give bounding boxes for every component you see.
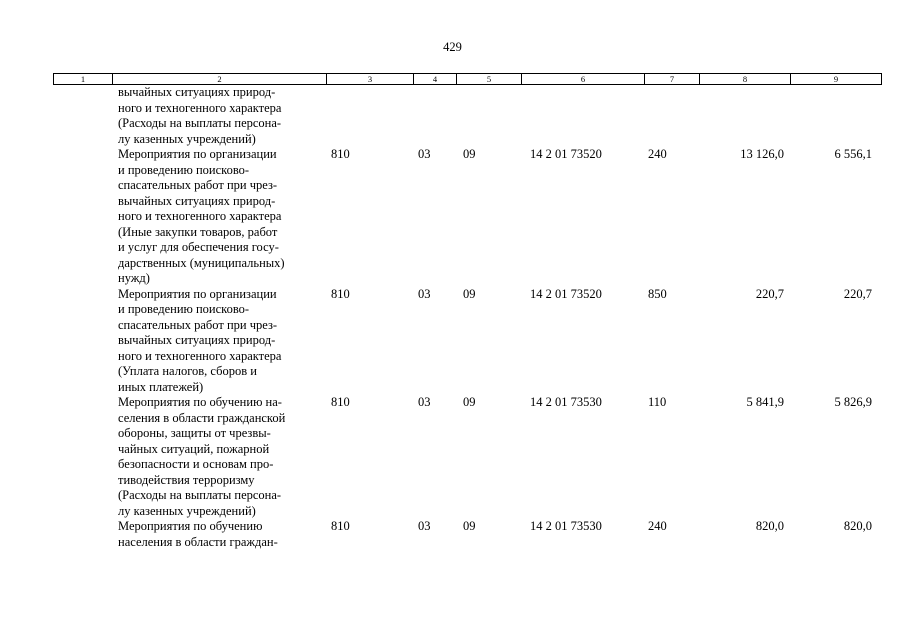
description-cell [118,395,326,519]
table-row [0,85,905,147]
description-line: (Расходы на выплаты персона- [118,488,282,502]
amount-col-8-cell: 820,0 [755,519,784,533]
expense-type-cell: 850 [648,286,667,301]
header-col-1: 1 [54,74,113,85]
description-line: дарственных (муниципальных) [118,255,285,270]
description-line: селения в области гражданской [118,410,286,425]
description-line: вычайных ситуациях природ- [118,193,276,208]
target-article-cell: 14 2 01 73530 [530,395,602,409]
description-cell [118,85,326,147]
expense-type-cell: 110 [648,395,667,409]
table-body [0,85,905,550]
table-row [0,395,905,519]
description-line: (Расходы на выплаты персона- [118,116,282,130]
description-line: спасательных работ при чрез- [118,317,278,332]
admin-code-cell: 810 [331,395,350,409]
description-line: и проведению поисково- [118,162,250,177]
description-line: вычайных ситуациях природ- [118,333,276,347]
table-row [0,287,905,396]
description-cell [118,287,326,396]
header-col-6: 6 [522,74,645,85]
table-row [0,147,905,287]
description-line: вычайных ситуациях природ- [118,85,276,99]
description-line: ного и техногенного характера [118,100,282,115]
section-cell: 03 [418,147,431,161]
subsection-cell: 09 [463,147,476,161]
description-line: обороны, защиты от чрезвы- [118,426,271,440]
description-line: Мероприятия по организации [118,147,277,161]
header-col-9: 9 [791,74,882,85]
subsection-cell: 09 [463,519,476,533]
description-line: лу казенных учреждений) [118,131,256,146]
amount-col-9-cell: 5 826,9 [834,395,872,409]
description-line: нужд) [118,271,150,285]
description-line: населения в области граждан- [118,534,278,549]
section-cell: 03 [418,395,431,409]
table-header [53,73,882,85]
description-line: и услуг для обеспечения госу- [118,240,279,254]
table-row [0,519,905,550]
header-col-4: 4 [414,74,457,85]
description-line: и проведению поисково- [118,302,250,316]
subsection-cell: 09 [463,286,476,301]
description-line: чайных ситуаций, пожарной [118,441,270,456]
target-article-cell: 14 2 01 73520 [530,286,602,301]
description-line: Мероприятия по обучению [118,519,263,533]
target-article-cell: 14 2 01 73530 [530,519,602,533]
section-cell: 03 [418,519,431,533]
admin-code-cell: 810 [331,147,350,161]
description-line: безопасности и основам про- [118,457,274,471]
description-line: иных платежей) [118,379,204,394]
header-col-5: 5 [457,74,522,85]
description-line: спасательных работ при чрез- [118,178,278,192]
target-article-cell: 14 2 01 73520 [530,147,602,161]
expense-type-cell: 240 [648,147,667,161]
page-number: 429 [443,40,462,54]
description-line: ного и техногенного характера [118,348,282,363]
amount-col-9-cell: 820,0 [843,519,872,533]
header-col-8: 8 [700,74,791,85]
amount-col-8-cell: 5 841,9 [746,395,784,409]
amount-col-8-cell: 220,7 [755,286,784,301]
section-cell: 03 [418,286,431,301]
description-cell [118,147,326,287]
amount-col-9-cell: 6 556,1 [834,147,872,161]
description-line: Мероприятия по организации [118,286,277,301]
description-line: лу казенных учреждений) [118,503,256,518]
admin-code-cell: 810 [331,519,350,533]
description-cell [118,519,326,550]
amount-col-8-cell: 13 126,0 [740,147,784,161]
description-line: (Уплата налогов, сборов и [118,364,257,378]
subsection-cell: 09 [463,395,476,409]
expense-type-cell: 240 [648,519,667,533]
description-line: Мероприятия по обучению на- [118,395,282,409]
header-col-7: 7 [645,74,700,85]
header-col-3: 3 [327,74,414,85]
amount-col-9-cell: 220,7 [843,286,872,301]
description-line: ного и техногенного характера [118,209,282,223]
description-line: (Иные закупки товаров, работ [118,224,278,239]
header-col-2: 2 [113,74,327,85]
description-line: тиводействия терроризму [118,472,255,487]
admin-code-cell: 810 [331,286,350,301]
